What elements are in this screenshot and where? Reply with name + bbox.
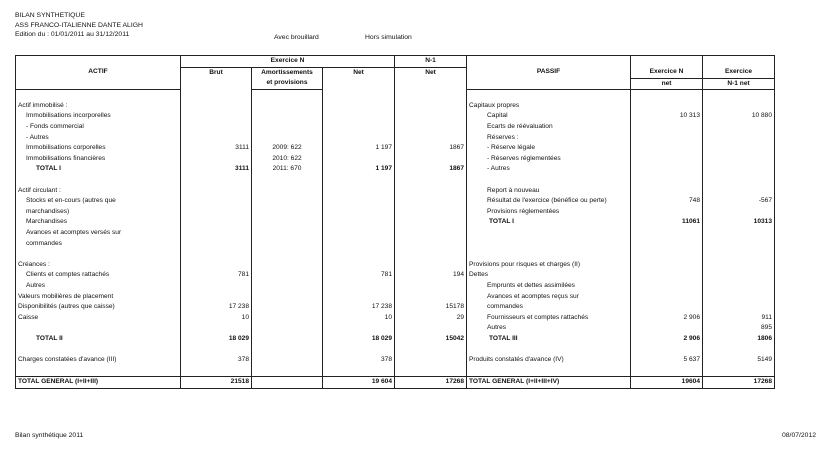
table-row	[16, 196, 775, 207]
col-passif-exn1: Exercice	[703, 56, 775, 79]
actif-brut	[181, 207, 252, 218]
passif-exercice-n1	[703, 143, 775, 154]
col-exercice-n: Exercice N	[181, 56, 395, 68]
actif-brut	[181, 175, 252, 186]
footer-date: 08/07/2012	[782, 432, 817, 439]
mode-brouillard: Avec brouillard	[274, 34, 319, 41]
actif-net	[323, 345, 395, 356]
actif-amort	[252, 133, 323, 144]
actif-net-n1	[395, 345, 467, 356]
actif-label: Immobilisations incorporelles	[16, 111, 181, 122]
passif-label	[467, 228, 631, 239]
total-general-actif-label: TOTAL GENERAL (I+II+III)	[16, 377, 181, 389]
passif-label	[467, 345, 631, 356]
actif-amort	[252, 122, 323, 133]
actif-label: Marchandises	[16, 217, 181, 228]
actif-brut	[181, 90, 252, 101]
report-title: BILAN SYNTHETIQUE	[15, 12, 85, 19]
actif-net-n1	[395, 249, 467, 260]
actif-label: Autres	[16, 281, 181, 292]
actif-amort	[252, 302, 323, 313]
passif-exercice-n	[631, 143, 703, 154]
passif-exercice-n1	[703, 281, 775, 292]
passif-exercice-n	[631, 323, 703, 334]
actif-amort	[252, 334, 323, 345]
actif-net	[323, 175, 395, 186]
actif-brut: 3111	[181, 143, 252, 154]
passif-exercice-n	[631, 164, 703, 175]
actif-net-n1	[395, 228, 467, 239]
passif-exercice-n1	[703, 292, 775, 303]
actif-net: 1 197	[323, 164, 395, 175]
actif-amort: 2010: 622	[252, 154, 323, 165]
table-row	[16, 122, 775, 133]
actif-net	[323, 239, 395, 250]
actif-net-n1	[395, 366, 467, 377]
mode-simulation: Hors simulation	[365, 34, 412, 41]
actif-amort	[252, 270, 323, 281]
actif-net	[323, 196, 395, 207]
passif-label: Produits constatés d'avance (IV)	[467, 355, 631, 366]
table-row	[16, 207, 775, 218]
actif-net	[323, 228, 395, 239]
actif-net-n1: 1867	[395, 164, 467, 175]
table-row	[16, 217, 775, 228]
actif-label	[16, 90, 181, 101]
actif-brut	[181, 101, 252, 112]
passif-exercice-n: 2 906	[631, 334, 703, 345]
actif-net: 378	[323, 355, 395, 366]
actif-brut	[181, 154, 252, 165]
actif-net-n1	[395, 196, 467, 207]
table-row	[16, 239, 775, 250]
total-general-row	[16, 377, 775, 389]
table-row	[16, 270, 775, 281]
passif-label: Dettes	[467, 270, 631, 281]
actif-amort	[252, 260, 323, 271]
col-actif: ACTIF	[16, 56, 181, 90]
table-row	[16, 154, 775, 165]
passif-exercice-n1	[703, 164, 775, 175]
col-passif-exn: Exercice N	[631, 56, 703, 79]
passif-exercice-n	[631, 239, 703, 250]
actif-brut	[181, 196, 252, 207]
actif-brut: 378	[181, 355, 252, 366]
passif-label: Report à nouveau	[467, 186, 631, 197]
actif-amort	[252, 292, 323, 303]
actif-label	[16, 249, 181, 260]
actif-label: Immobilisations corporelles	[16, 143, 181, 154]
actif-net-n1	[395, 101, 467, 112]
actif-net-n1	[395, 292, 467, 303]
actif-label	[16, 323, 181, 334]
actif-label: TOTAL I	[16, 164, 181, 175]
actif-net: 1 197	[323, 143, 395, 154]
total-general-amort	[252, 377, 323, 389]
actif-net-n1	[395, 281, 467, 292]
passif-label: Avances et acomptes reçus sur	[467, 292, 631, 303]
passif-label	[467, 90, 631, 101]
total-general-passif-n1: 17268	[703, 377, 775, 389]
passif-exercice-n: 11061	[631, 217, 703, 228]
passif-label: Emprunts et dettes assimilées	[467, 281, 631, 292]
passif-label: TOTAL I	[467, 217, 631, 228]
actif-amort	[252, 355, 323, 366]
table-row	[16, 186, 775, 197]
actif-amort	[252, 323, 323, 334]
actif-label: Actif circulant :	[16, 186, 181, 197]
table-row	[16, 313, 775, 324]
organisation-name: ASS FRANCO-ITALIENNE DANTE ALIGH	[15, 21, 143, 29]
actif-label: Charges constatées d'avance (III)	[16, 355, 181, 366]
passif-exercice-n	[631, 366, 703, 377]
actif-net	[323, 292, 395, 303]
actif-amort: 2009: 622	[252, 143, 323, 154]
actif-label: Valeurs mobilières de placement	[16, 292, 181, 303]
actif-brut	[181, 323, 252, 334]
table-row	[16, 175, 775, 186]
col-brut: Brut	[181, 67, 252, 90]
actif-brut	[181, 249, 252, 260]
actif-brut: 17 238	[181, 302, 252, 313]
actif-label: Avances et acomptes versés sur	[16, 228, 181, 239]
actif-net	[323, 122, 395, 133]
passif-exercice-n1: 10 880	[703, 111, 775, 122]
passif-label: - Réserve légale	[467, 143, 631, 154]
actif-brut	[181, 111, 252, 122]
passif-exercice-n1	[703, 207, 775, 218]
actif-net: 17 238	[323, 302, 395, 313]
actif-amort	[252, 186, 323, 197]
passif-exercice-n	[631, 186, 703, 197]
actif-net-n1	[395, 133, 467, 144]
passif-label: - Autres	[467, 164, 631, 175]
passif-exercice-n1	[703, 90, 775, 101]
passif-exercice-n	[631, 154, 703, 165]
passif-exercice-n	[631, 133, 703, 144]
passif-label: commandes	[467, 302, 631, 313]
passif-exercice-n1	[703, 366, 775, 377]
passif-exercice-n1	[703, 270, 775, 281]
passif-exercice-n	[631, 270, 703, 281]
actif-net-n1	[395, 207, 467, 218]
col-passif: PASSIF	[467, 56, 631, 90]
actif-net-n1	[395, 260, 467, 271]
passif-exercice-n1	[703, 239, 775, 250]
actif-amort: 2011: 670	[252, 164, 323, 175]
col-amort: Amortissements	[252, 67, 323, 78]
passif-exercice-n	[631, 249, 703, 260]
actif-brut	[181, 228, 252, 239]
actif-net-n1	[395, 175, 467, 186]
passif-label: Ecarts de réévaluation	[467, 122, 631, 133]
passif-exercice-n1: 1806	[703, 334, 775, 345]
actif-label: - Fonds commercial	[16, 122, 181, 133]
actif-amort	[252, 228, 323, 239]
passif-exercice-n	[631, 90, 703, 101]
table-row	[16, 249, 775, 260]
table-row	[16, 292, 775, 303]
passif-exercice-n	[631, 345, 703, 356]
passif-exercice-n1	[703, 101, 775, 112]
table-row	[16, 111, 775, 122]
passif-exercice-n	[631, 302, 703, 313]
col-passif-exn-2: net	[631, 78, 703, 90]
actif-label	[16, 345, 181, 356]
actif-brut	[181, 260, 252, 271]
table-row	[16, 366, 775, 377]
table-row	[16, 281, 775, 292]
table-row	[16, 334, 775, 345]
actif-net	[323, 154, 395, 165]
table-row	[16, 323, 775, 334]
passif-exercice-n1: 10313	[703, 217, 775, 228]
passif-label: - Réserves réglementées	[467, 154, 631, 165]
passif-exercice-n1	[703, 122, 775, 133]
actif-amort	[252, 196, 323, 207]
passif-exercice-n1	[703, 186, 775, 197]
table-row	[16, 302, 775, 313]
passif-exercice-n1	[703, 302, 775, 313]
actif-amort	[252, 249, 323, 260]
actif-amort	[252, 239, 323, 250]
actif-brut: 10	[181, 313, 252, 324]
actif-net-n1: 1867	[395, 143, 467, 154]
table-row	[16, 345, 775, 356]
actif-net-n1: 15042	[395, 334, 467, 345]
passif-label: Provisions réglementées	[467, 207, 631, 218]
passif-label	[467, 239, 631, 250]
actif-label	[16, 366, 181, 377]
passif-exercice-n1	[703, 249, 775, 260]
actif-amort	[252, 111, 323, 122]
passif-label: TOTAL III	[467, 334, 631, 345]
bilan-table	[15, 55, 775, 389]
actif-net	[323, 260, 395, 271]
actif-net-n1	[395, 154, 467, 165]
report-header	[15, 11, 143, 40]
col-passif-exn1-2: N-1 net	[703, 78, 775, 90]
passif-exercice-n1	[703, 260, 775, 271]
table-row	[16, 355, 775, 366]
actif-amort	[252, 313, 323, 324]
actif-label: Actif immobilisé :	[16, 101, 181, 112]
actif-amort	[252, 366, 323, 377]
table-row	[16, 260, 775, 271]
passif-label	[467, 249, 631, 260]
total-general-passif-label: TOTAL GENERAL (I+II+III+IV)	[467, 377, 631, 389]
passif-exercice-n	[631, 101, 703, 112]
actif-amort	[252, 281, 323, 292]
passif-exercice-n	[631, 207, 703, 218]
actif-net-n1	[395, 111, 467, 122]
passif-exercice-n1: 911	[703, 313, 775, 324]
passif-exercice-n	[631, 281, 703, 292]
table-row	[16, 101, 775, 112]
actif-net	[323, 249, 395, 260]
actif-brut	[181, 217, 252, 228]
actif-net	[323, 101, 395, 112]
actif-net: 781	[323, 270, 395, 281]
passif-exercice-n	[631, 228, 703, 239]
actif-amort	[252, 90, 323, 101]
actif-brut	[181, 292, 252, 303]
col-net-n1: Net	[395, 67, 467, 90]
table-row	[16, 133, 775, 144]
passif-exercice-n1	[703, 154, 775, 165]
passif-exercice-n	[631, 122, 703, 133]
col-amort-2: et provisions	[252, 78, 323, 90]
actif-label: Créances :	[16, 260, 181, 271]
passif-exercice-n	[631, 292, 703, 303]
passif-exercice-n1	[703, 345, 775, 356]
actif-net-n1	[395, 122, 467, 133]
actif-brut: 3111	[181, 164, 252, 175]
actif-net-n1	[395, 90, 467, 101]
passif-exercice-n	[631, 260, 703, 271]
actif-label: marchandises)	[16, 207, 181, 218]
actif-label	[16, 175, 181, 186]
actif-net-n1	[395, 355, 467, 366]
actif-net-n1: 15178	[395, 302, 467, 313]
passif-label: Fournisseurs et comptes rattachés	[467, 313, 631, 324]
passif-label	[467, 175, 631, 186]
actif-net	[323, 186, 395, 197]
actif-brut	[181, 366, 252, 377]
actif-brut: 18 029	[181, 334, 252, 345]
passif-exercice-n1: 5149	[703, 355, 775, 366]
actif-net-n1	[395, 239, 467, 250]
passif-label: Provisions pour risques et charges (II)	[467, 260, 631, 271]
total-general-net: 19 604	[323, 377, 395, 389]
passif-exercice-n: 10 313	[631, 111, 703, 122]
actif-brut	[181, 281, 252, 292]
table-row	[16, 90, 775, 101]
actif-label: Caisse	[16, 313, 181, 324]
passif-exercice-n1	[703, 133, 775, 144]
actif-amort	[252, 217, 323, 228]
actif-net	[323, 111, 395, 122]
actif-brut	[181, 122, 252, 133]
actif-net	[323, 366, 395, 377]
passif-exercice-n1	[703, 228, 775, 239]
total-general-passif-n: 19604	[631, 377, 703, 389]
passif-exercice-n	[631, 175, 703, 186]
actif-amort	[252, 101, 323, 112]
actif-amort	[252, 175, 323, 186]
actif-net-n1	[395, 323, 467, 334]
table-row	[16, 164, 775, 175]
actif-net: 10	[323, 313, 395, 324]
passif-label: Capitaux propres	[467, 101, 631, 112]
actif-net: 18 029	[323, 334, 395, 345]
passif-label: Réserves :	[467, 133, 631, 144]
total-general-brut: 21518	[181, 377, 252, 389]
actif-net	[323, 133, 395, 144]
passif-label: Capital	[467, 111, 631, 122]
actif-net	[323, 323, 395, 334]
actif-net	[323, 207, 395, 218]
actif-net	[323, 217, 395, 228]
actif-net-n1	[395, 217, 467, 228]
edition-period: Edition du : 01/01/2011 au 31/12/2011	[15, 31, 130, 38]
actif-net	[323, 281, 395, 292]
passif-exercice-n: 5 637	[631, 355, 703, 366]
actif-amort	[252, 345, 323, 356]
actif-amort	[252, 207, 323, 218]
actif-brut: 781	[181, 270, 252, 281]
passif-exercice-n1: -567	[703, 196, 775, 207]
actif-label: Clients et comptes rattachés	[16, 270, 181, 281]
passif-exercice-n1	[703, 175, 775, 186]
actif-net-n1	[395, 186, 467, 197]
actif-net-n1: 194	[395, 270, 467, 281]
actif-label: TOTAL II	[16, 334, 181, 345]
passif-label: Résultat de l'exercice (bénéfice ou perte)	[467, 196, 631, 207]
passif-label: Autres	[467, 323, 631, 334]
table-row	[16, 143, 775, 154]
footer-title: Bilan synthétique 2011	[15, 432, 84, 439]
total-general-n1: 17268	[395, 377, 467, 389]
actif-brut	[181, 345, 252, 356]
col-n1: N-1	[395, 56, 467, 68]
actif-label: Disponibilités (autres que caisse)	[16, 302, 181, 313]
actif-brut	[181, 133, 252, 144]
actif-net	[323, 90, 395, 101]
passif-exercice-n: 2 906	[631, 313, 703, 324]
table-row	[16, 228, 775, 239]
passif-exercice-n1: 895	[703, 323, 775, 334]
passif-label	[467, 366, 631, 377]
actif-label: Immobilisations financières	[16, 154, 181, 165]
actif-brut	[181, 186, 252, 197]
col-net: Net	[323, 67, 395, 90]
actif-label: Stocks et en-cours (autres que	[16, 196, 181, 207]
bilan-body	[16, 90, 775, 377]
passif-exercice-n: 748	[631, 196, 703, 207]
actif-label: commandes	[16, 239, 181, 250]
actif-brut	[181, 239, 252, 250]
actif-label: - Autres	[16, 133, 181, 144]
actif-net-n1: 29	[395, 313, 467, 324]
